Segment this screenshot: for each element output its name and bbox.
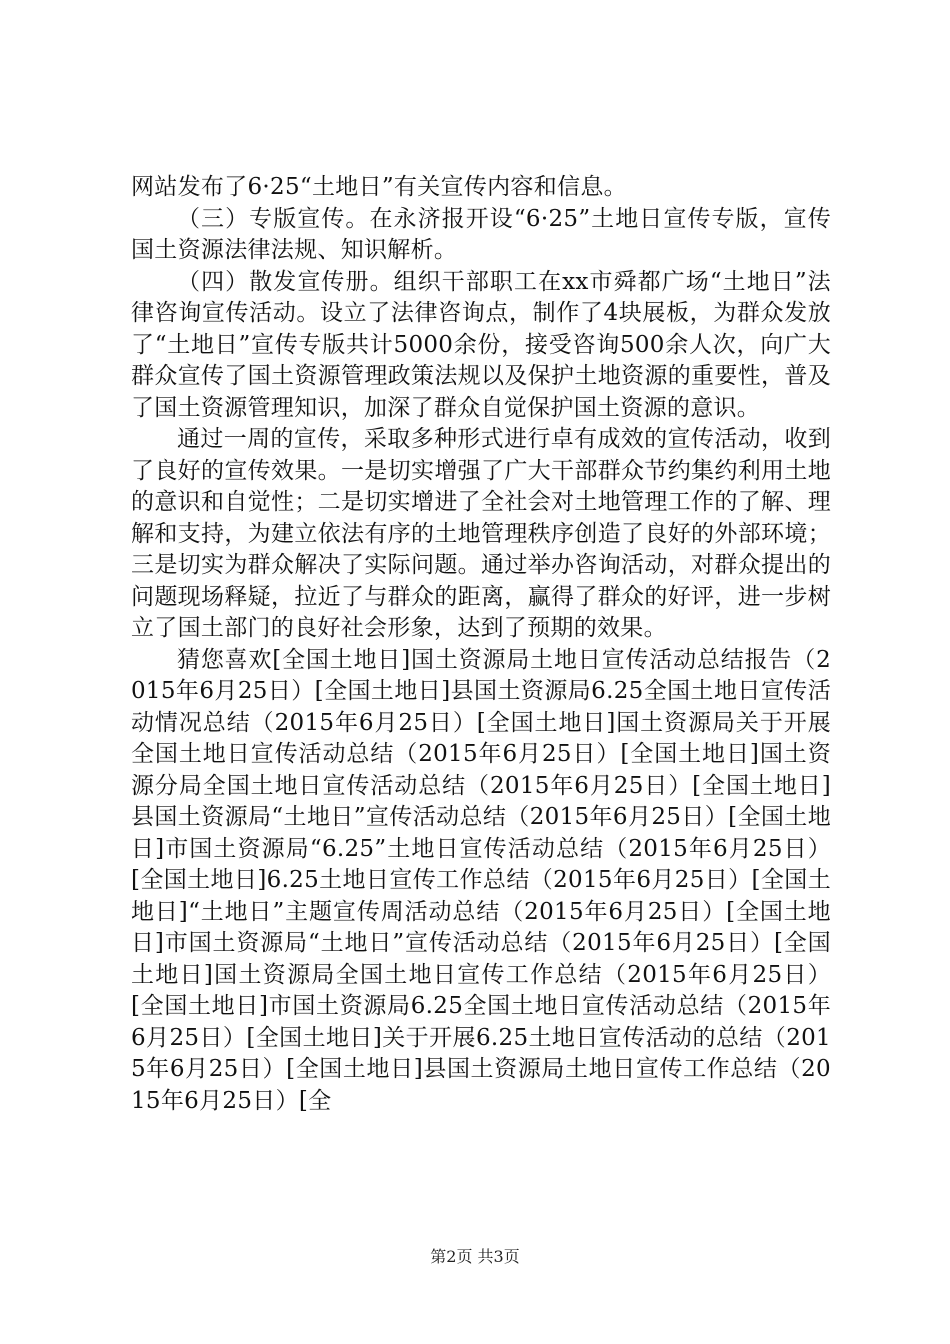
paragraph-summary: 通过一周的宣传，采取多种形式进行卓有成效的宣传活动，收到了良好的宣传效果。一是切实增强了广大干部群众节约集约利用土地的意识和自觉性；二是切实增进了全社会对土地管理工作的了解、理解和支持，为建立依法有序的土地管理秩序创造了良好的外部环境；三是切实为群众解决了实际问题。通过举办咨询活动，对群众提出的问题现场释疑，拉近了与群众的距离，赢得了群众的好评，进一步树立了国土部门的良好社会形象，达到了预期的效果。	[131, 426, 831, 641]
paragraph-continuation: 网站发布了6·25“土地日”有关宣传内容和信息。	[131, 174, 627, 200]
document-body	[131, 172, 831, 1117]
paragraph-related-links: 猜您喜欢[全国土地日]国土资源局土地日宣传活动总结报告（2015年6月25日）[全国土地日]县国土资源局6.25全国土地日宣传活动情况总结（2015年6月25日）[全国土地日]国土资源局关于开展全国土地日宣传活动总结（2015年6月25日）[全国土地日]国土资源分局全国土地日宣传活动总结（2015年6月25日）[全国土地日]县国土资源局“土地日”宣传活动总结（2015年6月25日）[全国土地日]市国土资源局“6.25”土地日宣传活动总结（2015年6月25日）[全国土地日]6.25土地日宣传工作总结（2015年6月25日）[全国土地日]“土地日”主题宣传周活动总结（2015年6月25日）[全国土地日]市国土资源局“土地日”宣传活动总结（2015年6月25日）[全国土地日]国土资源局全国土地日宣传工作总结（2015年6月25日）[全国土地日]市国土资源局6.25全国土地日宣传活动总结（2015年6月25日）[全国土地日]关于开展6.25土地日宣传活动的总结（2015年6月25日）[全国土地日]县国土资源局土地日宣传工作总结（2015年6月25日）[全	[131, 646, 831, 1114]
paragraph-section-three: （三）专版宣传。在永济报开设“6·25”土地日宣传专版，宣传国土资源法律法规、知识解析。	[131, 205, 831, 263]
paragraph-section-four: （四）散发宣传册。组织干部职工在xx市舜都广场“土地日”法律咨询宣传活动。设立了法律咨询点，制作了4块展板，为群众发放了“土地日”宣传专版共计5000余份，接受咨询500余人次，向广大群众宣传了国土资源管理政策法规以及保护土地资源的重要性，普及了国土资源管理知识，加深了群众自觉保护国土资源的意识。	[131, 268, 831, 421]
page-number: 第2页 共3页	[430, 1247, 520, 1266]
